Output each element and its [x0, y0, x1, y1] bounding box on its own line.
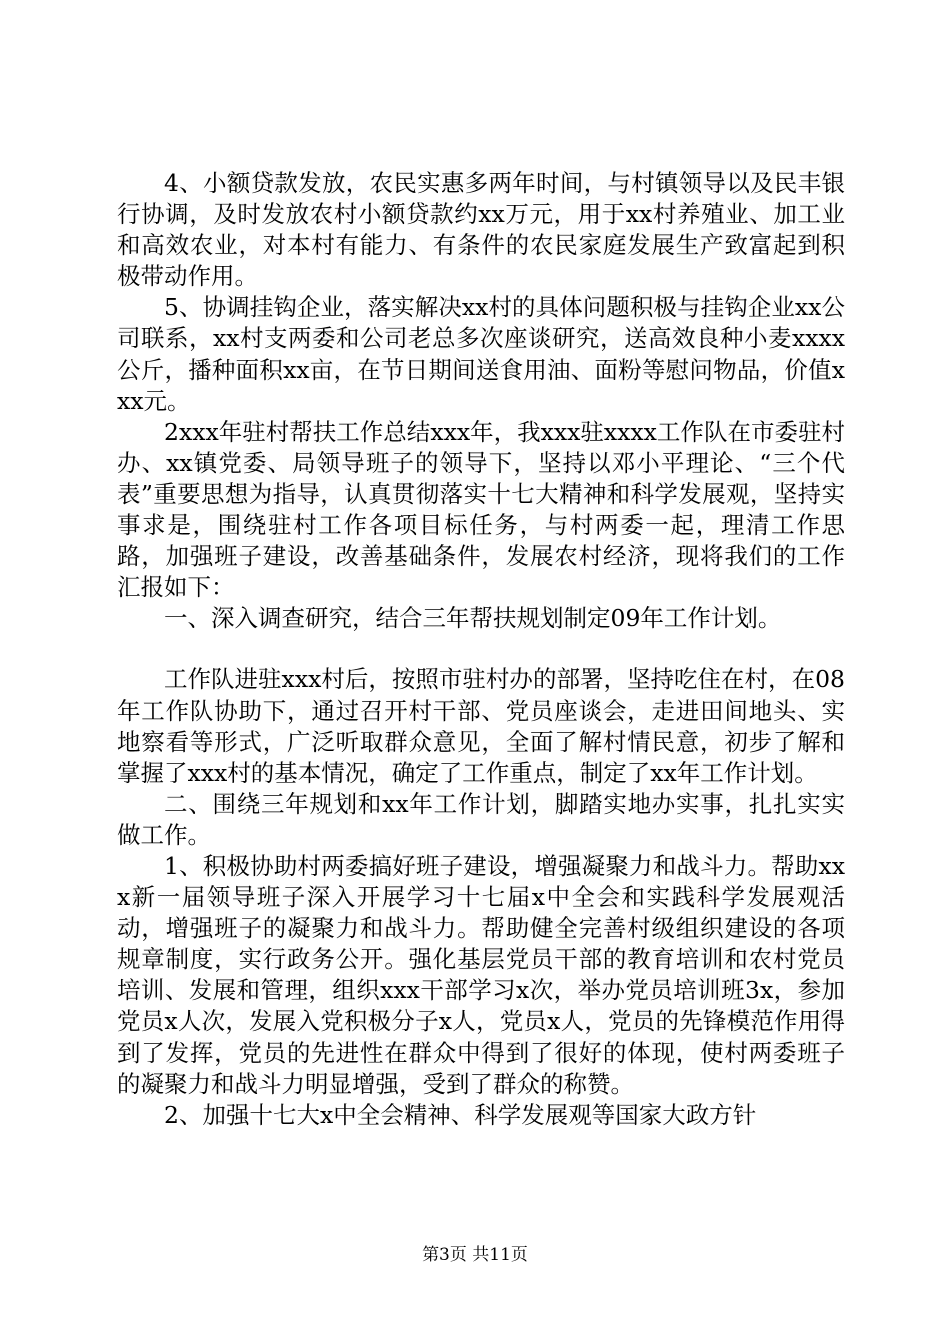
paragraph-summary: 2xxx年驻村帮扶工作总结xxx年，我xxx驻xxxx工作队在市委驻村办、xx镇党委、局领导班子的领导下，坚持以邓小平理论、“三个代表”重要思想为指导，认真贯彻落实十七大精神和科学发展观，坚持实事求是，围绕驻村工作各项目标任务，与村两委一起，理清工作思路，加强班子建设，改善基础条件，发展农村经济，现将我们的工作汇报如下： — [117, 417, 845, 602]
section-heading-two: 二、围绕三年规划和xx年工作计划，脚踏实地办实事，扎扎实实做工作。 — [117, 789, 845, 849]
paragraph-policy: 2、加强十七大x中全会精神、科学发展观等国家大政方针 — [164, 1100, 757, 1129]
document-body — [117, 168, 845, 1131]
section-heading-one: 一、深入调查研究，结合三年帮扶规划制定09年工作计划。 — [164, 604, 782, 633]
paragraph-team: 工作队进驻xxx村后，按照市驻村办的部署，坚持吃住在村，在08年工作队协助下，通过召开村干部、党员座谈会，走进田间地头、实地察看等形式，广泛听取群众意见，全面了解村情民意，初步了解和掌握了xxx村的基本情况，确定了工作重点，制定了xx年工作计划。 — [117, 665, 845, 787]
paragraph-team-building: 1、积极协助村两委搞好班子建设，增强凝聚力和战斗力。帮助xxx新一届领导班子深入开展学习十七届x中全会和实践科学发展观活动，增强班子的凝聚力和战斗力。帮助健全完善村级组织建设的各项规章制度，实行政务公开。强化基层党员干部的教育培训和农村党员培训、发展和管理，组织xxx干部学习x次，举办党员培训班3x，参加党员x人次，发展入党积极分子x人，党员x人，党员的先锋模范作用得到了发挥，党员的先进性在群众中得到了很好的体现，使村两委班子的凝聚力和战斗力明显增强，受到了群众的称赞。 — [117, 851, 845, 1098]
paragraph-enterprise: 5、协调挂钩企业，落实解决xx村的具体问题积极与挂钩企业xx公司联系，xx村支两委和公司老总多次座谈研究，送高效良种小麦xxxx公斤，播种面积xx亩，在节日期间送食用油、面粉等慰问物品，价值xxx元。 — [117, 293, 845, 415]
paragraph-loan: 4、小额贷款发放，农民实惠多两年时间，与村镇领导以及民丰银行协调，及时发放农村小额贷款约xx万元，用于xx村养殖业、加工业和高效农业，对本村有能力、有条件的农民家庭发展生产致富起到积极带动作用。 — [117, 169, 845, 291]
page-footer: 第3页 共11页 — [422, 1245, 528, 1265]
